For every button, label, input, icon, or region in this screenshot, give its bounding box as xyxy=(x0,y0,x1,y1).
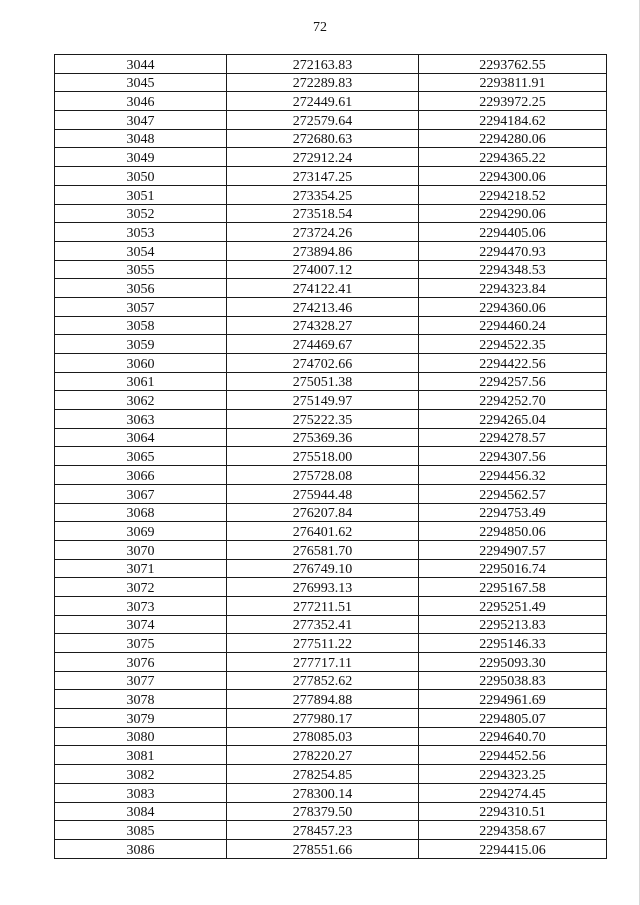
point-number-cell: 3077 xyxy=(55,671,227,690)
point-number-cell: 3069 xyxy=(55,522,227,541)
point-number-cell: 3052 xyxy=(55,204,227,223)
y-coordinate-cell: 2294257.56 xyxy=(419,372,607,391)
table-row xyxy=(55,783,607,802)
table-row xyxy=(55,522,607,541)
x-coordinate-cell: 274702.66 xyxy=(227,354,419,373)
table-row xyxy=(55,821,607,840)
table-row xyxy=(55,671,607,690)
y-coordinate-cell: 2294278.57 xyxy=(419,428,607,447)
table-row xyxy=(55,653,607,672)
point-number-cell: 3054 xyxy=(55,241,227,260)
x-coordinate-cell: 278551.66 xyxy=(227,839,419,858)
table-row xyxy=(55,578,607,597)
point-number-cell: 3063 xyxy=(55,410,227,429)
y-coordinate-cell: 2294274.45 xyxy=(419,783,607,802)
table-row xyxy=(55,354,607,373)
table-row xyxy=(55,391,607,410)
x-coordinate-cell: 272912.24 xyxy=(227,148,419,167)
y-coordinate-cell: 2295213.83 xyxy=(419,615,607,634)
table-row xyxy=(55,466,607,485)
point-number-cell: 3066 xyxy=(55,466,227,485)
x-coordinate-cell: 275518.00 xyxy=(227,447,419,466)
table-row xyxy=(55,503,607,522)
x-coordinate-cell: 274007.12 xyxy=(227,260,419,279)
y-coordinate-cell: 2295093.30 xyxy=(419,653,607,672)
y-coordinate-cell: 2293762.55 xyxy=(419,55,607,74)
y-coordinate-cell: 2294184.62 xyxy=(419,111,607,130)
point-number-cell: 3061 xyxy=(55,372,227,391)
y-coordinate-cell: 2294907.57 xyxy=(419,540,607,559)
x-coordinate-cell: 278220.27 xyxy=(227,746,419,765)
point-number-cell: 3075 xyxy=(55,634,227,653)
point-number-cell: 3062 xyxy=(55,391,227,410)
table-row xyxy=(55,484,607,503)
point-number-cell: 3049 xyxy=(55,148,227,167)
table-row xyxy=(55,297,607,316)
x-coordinate-cell: 272579.64 xyxy=(227,111,419,130)
table-row xyxy=(55,167,607,186)
table-row xyxy=(55,204,607,223)
page-number: 72 xyxy=(313,20,327,35)
table-row xyxy=(55,55,607,74)
table-row xyxy=(55,316,607,335)
x-coordinate-cell: 272680.63 xyxy=(227,129,419,148)
x-coordinate-cell: 277211.51 xyxy=(227,596,419,615)
table-row xyxy=(55,596,607,615)
y-coordinate-cell: 2294470.93 xyxy=(419,241,607,260)
table-row xyxy=(55,447,607,466)
x-coordinate-cell: 273354.25 xyxy=(227,185,419,204)
point-number-cell: 3064 xyxy=(55,428,227,447)
x-coordinate-cell: 277352.41 xyxy=(227,615,419,634)
x-coordinate-cell: 277980.17 xyxy=(227,709,419,728)
coordinates-table xyxy=(54,54,607,859)
table-row xyxy=(55,709,607,728)
table-row xyxy=(55,111,607,130)
table-row xyxy=(55,148,607,167)
table-row xyxy=(55,260,607,279)
y-coordinate-cell: 2294360.06 xyxy=(419,297,607,316)
y-coordinate-cell: 2294640.70 xyxy=(419,727,607,746)
y-coordinate-cell: 2294562.57 xyxy=(419,484,607,503)
x-coordinate-cell: 274328.27 xyxy=(227,316,419,335)
point-number-cell: 3068 xyxy=(55,503,227,522)
point-number-cell: 3086 xyxy=(55,839,227,858)
table-row xyxy=(55,279,607,298)
y-coordinate-cell: 2294460.24 xyxy=(419,316,607,335)
x-coordinate-cell: 274469.67 xyxy=(227,335,419,354)
point-number-cell: 3057 xyxy=(55,297,227,316)
point-number-cell: 3084 xyxy=(55,802,227,821)
table-row xyxy=(55,92,607,111)
point-number-cell: 3051 xyxy=(55,185,227,204)
table-row xyxy=(55,802,607,821)
y-coordinate-cell: 2294252.70 xyxy=(419,391,607,410)
x-coordinate-cell: 273724.26 xyxy=(227,223,419,242)
x-coordinate-cell: 278457.23 xyxy=(227,821,419,840)
table-row xyxy=(55,690,607,709)
table-row xyxy=(55,73,607,92)
y-coordinate-cell: 2295251.49 xyxy=(419,596,607,615)
table-row xyxy=(55,746,607,765)
y-coordinate-cell: 2293972.25 xyxy=(419,92,607,111)
point-number-cell: 3079 xyxy=(55,709,227,728)
x-coordinate-cell: 278254.85 xyxy=(227,765,419,784)
y-coordinate-cell: 2294753.49 xyxy=(419,503,607,522)
x-coordinate-cell: 272289.83 xyxy=(227,73,419,92)
coordinates-table-body xyxy=(55,55,607,859)
x-coordinate-cell: 275728.08 xyxy=(227,466,419,485)
y-coordinate-cell: 2294358.67 xyxy=(419,821,607,840)
x-coordinate-cell: 275944.48 xyxy=(227,484,419,503)
x-coordinate-cell: 276207.84 xyxy=(227,503,419,522)
x-coordinate-cell: 278300.14 xyxy=(227,783,419,802)
table-row xyxy=(55,540,607,559)
table-row xyxy=(55,727,607,746)
point-number-cell: 3081 xyxy=(55,746,227,765)
point-number-cell: 3070 xyxy=(55,540,227,559)
y-coordinate-cell: 2294218.52 xyxy=(419,185,607,204)
point-number-cell: 3058 xyxy=(55,316,227,335)
point-number-cell: 3045 xyxy=(55,73,227,92)
table-row xyxy=(55,185,607,204)
point-number-cell: 3080 xyxy=(55,727,227,746)
y-coordinate-cell: 2294323.25 xyxy=(419,765,607,784)
point-number-cell: 3073 xyxy=(55,596,227,615)
point-number-cell: 3048 xyxy=(55,129,227,148)
table-row xyxy=(55,839,607,858)
point-number-cell: 3085 xyxy=(55,821,227,840)
x-coordinate-cell: 273147.25 xyxy=(227,167,419,186)
x-coordinate-cell: 276401.62 xyxy=(227,522,419,541)
x-coordinate-cell: 274122.41 xyxy=(227,279,419,298)
y-coordinate-cell: 2294348.53 xyxy=(419,260,607,279)
y-coordinate-cell: 2293811.91 xyxy=(419,73,607,92)
y-coordinate-cell: 2294850.06 xyxy=(419,522,607,541)
table-row xyxy=(55,410,607,429)
x-coordinate-cell: 275149.97 xyxy=(227,391,419,410)
y-coordinate-cell: 2294805.07 xyxy=(419,709,607,728)
y-coordinate-cell: 2295038.83 xyxy=(419,671,607,690)
table-row xyxy=(55,559,607,578)
y-coordinate-cell: 2294415.06 xyxy=(419,839,607,858)
x-coordinate-cell: 273894.86 xyxy=(227,241,419,260)
point-number-cell: 3071 xyxy=(55,559,227,578)
y-coordinate-cell: 2294422.56 xyxy=(419,354,607,373)
y-coordinate-cell: 2294300.06 xyxy=(419,167,607,186)
point-number-cell: 3056 xyxy=(55,279,227,298)
point-number-cell: 3083 xyxy=(55,783,227,802)
x-coordinate-cell: 278085.03 xyxy=(227,727,419,746)
y-coordinate-cell: 2294307.56 xyxy=(419,447,607,466)
x-coordinate-cell: 274213.46 xyxy=(227,297,419,316)
y-coordinate-cell: 2294290.06 xyxy=(419,204,607,223)
x-coordinate-cell: 275222.35 xyxy=(227,410,419,429)
y-coordinate-cell: 2294265.04 xyxy=(419,410,607,429)
point-number-cell: 3078 xyxy=(55,690,227,709)
point-number-cell: 3076 xyxy=(55,653,227,672)
y-coordinate-cell: 2294456.32 xyxy=(419,466,607,485)
y-coordinate-cell: 2294961.69 xyxy=(419,690,607,709)
point-number-cell: 3053 xyxy=(55,223,227,242)
point-number-cell: 3060 xyxy=(55,354,227,373)
table-row xyxy=(55,335,607,354)
y-coordinate-cell: 2294452.56 xyxy=(419,746,607,765)
x-coordinate-cell: 277852.62 xyxy=(227,671,419,690)
table-row xyxy=(55,765,607,784)
point-number-cell: 3074 xyxy=(55,615,227,634)
x-coordinate-cell: 277717.11 xyxy=(227,653,419,672)
point-number-cell: 3059 xyxy=(55,335,227,354)
table-row xyxy=(55,223,607,242)
x-coordinate-cell: 273518.54 xyxy=(227,204,419,223)
y-coordinate-cell: 2295167.58 xyxy=(419,578,607,597)
x-coordinate-cell: 276993.13 xyxy=(227,578,419,597)
point-number-cell: 3065 xyxy=(55,447,227,466)
y-coordinate-cell: 2294323.84 xyxy=(419,279,607,298)
x-coordinate-cell: 276581.70 xyxy=(227,540,419,559)
x-coordinate-cell: 277511.22 xyxy=(227,634,419,653)
point-number-cell: 3047 xyxy=(55,111,227,130)
point-number-cell: 3050 xyxy=(55,167,227,186)
x-coordinate-cell: 272163.83 xyxy=(227,55,419,74)
x-coordinate-cell: 275369.36 xyxy=(227,428,419,447)
table-row xyxy=(55,428,607,447)
x-coordinate-cell: 275051.38 xyxy=(227,372,419,391)
point-number-cell: 3046 xyxy=(55,92,227,111)
y-coordinate-cell: 2294405.06 xyxy=(419,223,607,242)
x-coordinate-cell: 272449.61 xyxy=(227,92,419,111)
y-coordinate-cell: 2294365.22 xyxy=(419,148,607,167)
y-coordinate-cell: 2294310.51 xyxy=(419,802,607,821)
table-row xyxy=(55,129,607,148)
x-coordinate-cell: 278379.50 xyxy=(227,802,419,821)
x-coordinate-cell: 277894.88 xyxy=(227,690,419,709)
table-row xyxy=(55,372,607,391)
point-number-cell: 3055 xyxy=(55,260,227,279)
y-coordinate-cell: 2295016.74 xyxy=(419,559,607,578)
y-coordinate-cell: 2294280.06 xyxy=(419,129,607,148)
point-number-cell: 3072 xyxy=(55,578,227,597)
table-row xyxy=(55,634,607,653)
y-coordinate-cell: 2294522.35 xyxy=(419,335,607,354)
point-number-cell: 3067 xyxy=(55,484,227,503)
point-number-cell: 3082 xyxy=(55,765,227,784)
table-row xyxy=(55,615,607,634)
point-number-cell: 3044 xyxy=(55,55,227,74)
table-row xyxy=(55,241,607,260)
y-coordinate-cell: 2295146.33 xyxy=(419,634,607,653)
x-coordinate-cell: 276749.10 xyxy=(227,559,419,578)
